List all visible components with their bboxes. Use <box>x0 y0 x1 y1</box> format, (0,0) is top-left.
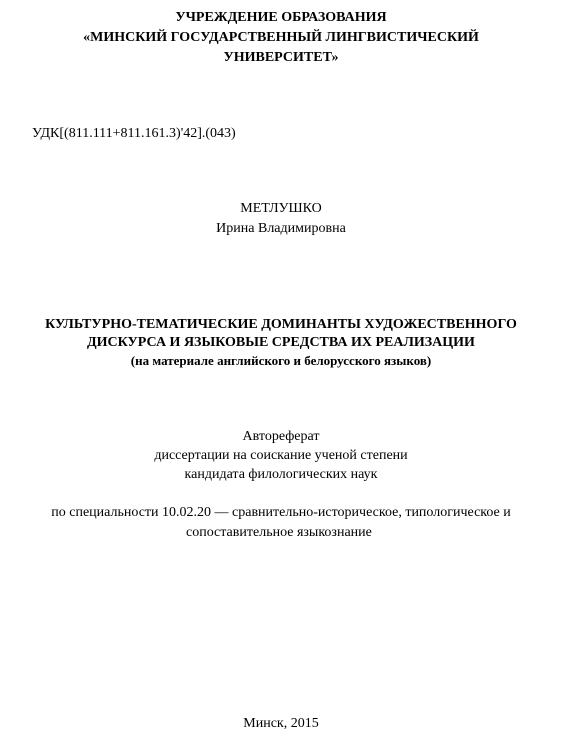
udk-code: УДК[(811.111+811.161.3)'42].(043) <box>32 126 236 141</box>
author-name: Ирина Владимировна <box>216 221 346 236</box>
title-line-2: ДИСКУРСА И ЯЗЫКОВЫЕ СРЕДСТВА ИХ РЕАЛИЗАЦИИ <box>87 335 475 350</box>
doc-type-line-1: Автореферат <box>242 429 320 444</box>
doc-type-line-2: диссертации на соискание ученой степени <box>154 448 408 463</box>
doc-type-line-3: кандидата филологических наук <box>184 467 378 482</box>
institution-line-2: «МИНСКИЙ ГОСУДАРСТВЕННЫЙ ЛИНГВИСТИЧЕСКИЙ <box>83 30 479 45</box>
specialty-line-1: по специальности 10.02.20 — сравнительно-историческое, типологическое и <box>51 505 511 520</box>
institution-line-1: УЧРЕЖДЕНИЕ ОБРАЗОВАНИЯ <box>175 10 387 25</box>
title-subtitle: (на материале английского и белорусского языков) <box>130 353 432 368</box>
specialty-line-2: сопоставительное языкознание <box>186 525 372 540</box>
author-surname: МЕТЛУШКО <box>240 201 322 216</box>
place-year: Минск, 2015 <box>243 716 319 731</box>
title-line-1: КУЛЬТУРНО-ТЕМАТИЧЕСКИЕ ДОМИНАНТЫ ХУДОЖЕСТВЕННОГО <box>45 317 517 332</box>
institution-line-3: УНИВЕРСИТЕТ» <box>223 50 339 65</box>
